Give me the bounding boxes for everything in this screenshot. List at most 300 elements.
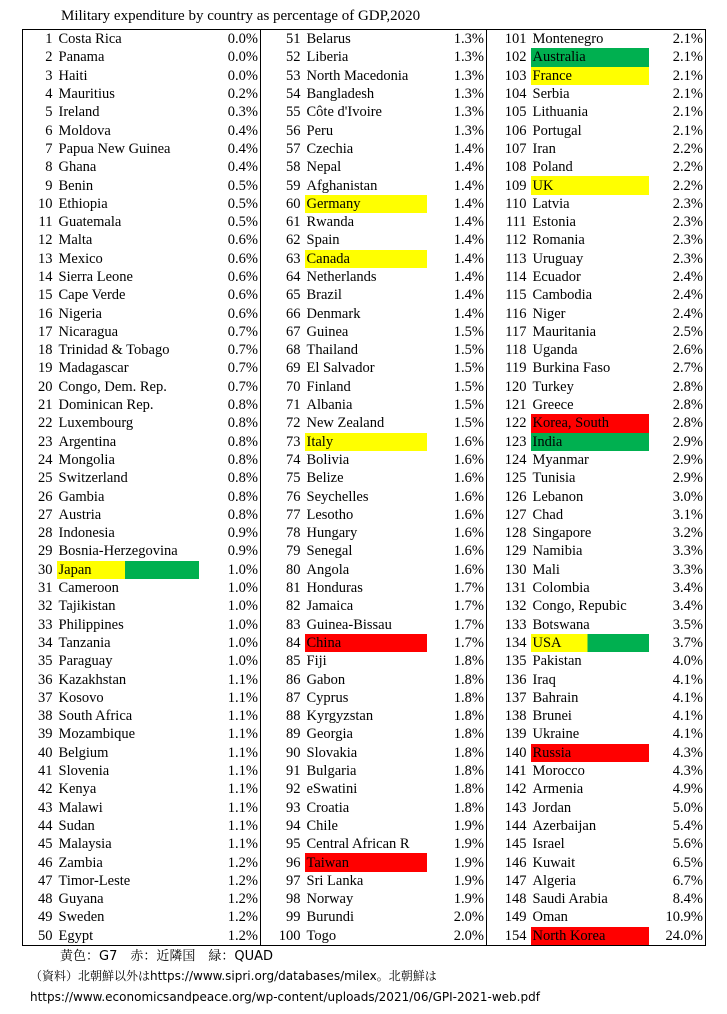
rank-cell: 139 — [487, 725, 531, 743]
percentage-cell: 3.4% — [649, 579, 706, 597]
rank-cell: 80 — [261, 561, 305, 579]
country-cell: Indonesia — [58, 525, 115, 542]
rank-cell: 128 — [487, 524, 531, 542]
rank-cell: 154 — [487, 927, 531, 946]
country-cell: Turkey — [532, 378, 574, 395]
percentage-cell: 1.1% — [227, 799, 258, 816]
country-cell: Mexico — [58, 250, 103, 267]
rank-cell: 67 — [261, 323, 305, 341]
rank-cell: 145 — [487, 835, 531, 853]
percentage-cell: 1.4% — [453, 140, 484, 157]
table-row — [23, 433, 706, 451]
percentage-cell: 0.5% — [227, 214, 258, 231]
rank-cell: 78 — [261, 524, 305, 542]
percentage-cell: 2.6% — [649, 341, 706, 359]
table-row — [23, 396, 706, 414]
percentage-cell: 1.0% — [227, 561, 258, 578]
rank-cell: 75 — [261, 469, 305, 487]
rank-cell: 66 — [261, 304, 305, 322]
percentage-cell: 24.0% — [649, 927, 706, 946]
percentage-cell: 1.2% — [227, 872, 258, 889]
percentage-cell: 2.9% — [649, 451, 706, 469]
percentage-cell: 1.7% — [453, 580, 484, 597]
rank-cell: 93 — [261, 798, 305, 816]
percentage-cell: 1.0% — [227, 653, 258, 670]
country-cell: Gambia — [58, 488, 105, 505]
country-cell: Saudi Arabia — [532, 891, 608, 908]
rank-cell: 44 — [23, 817, 57, 835]
table-row — [23, 780, 706, 798]
rank-cell: 59 — [261, 176, 305, 194]
rank-cell: 133 — [487, 616, 531, 634]
country-cell: Malta — [58, 232, 93, 249]
country-cell: Morocco — [532, 763, 585, 780]
percentage-cell: 0.3% — [227, 104, 258, 121]
percentage-cell: 0.5% — [227, 195, 258, 212]
country-cell: New Zealand — [306, 415, 385, 432]
percentage-cell: 2.1% — [649, 67, 706, 85]
rank-cell: 48 — [23, 890, 57, 908]
rank-cell: 140 — [487, 744, 531, 762]
country-cell: Tajikistan — [58, 598, 116, 615]
rank-cell: 120 — [487, 378, 531, 396]
table-row — [23, 817, 706, 835]
rank-cell: 72 — [261, 414, 305, 432]
country-cell: Gabon — [306, 671, 346, 688]
percentage-cell: 3.4% — [649, 597, 706, 615]
percentage-cell: 0.0% — [227, 67, 258, 84]
rank-cell: 7 — [23, 140, 57, 158]
country-cell: Finland — [306, 378, 351, 395]
table-row — [23, 67, 706, 85]
percentage-cell: 0.9% — [227, 525, 258, 542]
percentage-cell: 1.8% — [453, 689, 484, 706]
rank-cell: 15 — [23, 286, 57, 304]
table-row — [23, 469, 706, 487]
percentage-cell: 4.3% — [649, 762, 706, 780]
table-row — [23, 48, 706, 66]
country-cell: eSwatini — [306, 781, 358, 798]
country-cell: Korea, South — [531, 414, 649, 432]
rank-cell: 71 — [261, 396, 305, 414]
percentage-cell: 0.8% — [227, 506, 258, 523]
rank-cell: 126 — [487, 487, 531, 505]
rank-cell: 42 — [23, 780, 57, 798]
rank-cell: 8 — [23, 158, 57, 176]
rank-cell: 90 — [261, 744, 305, 762]
percentage-cell: 0.8% — [227, 415, 258, 432]
percentage-cell: 2.1% — [649, 103, 706, 121]
table-row — [23, 323, 706, 341]
rank-cell: 31 — [23, 579, 57, 597]
country-cell: Bolivia — [306, 451, 350, 468]
rank-cell: 36 — [23, 670, 57, 688]
rank-cell: 27 — [23, 506, 57, 524]
rank-cell: 111 — [487, 213, 531, 231]
country-cell: Jamaica — [306, 598, 354, 615]
rank-cell: 87 — [261, 689, 305, 707]
rank-cell: 55 — [261, 103, 305, 121]
percentage-cell: 0.7% — [227, 360, 258, 377]
percentage-cell: 1.4% — [453, 250, 484, 267]
rank-cell: 47 — [23, 872, 57, 890]
percentage-cell: 1.6% — [453, 506, 484, 523]
country-cell: Costa Rica — [57, 30, 199, 49]
rank-cell: 12 — [23, 231, 57, 249]
percentage-cell: 2.0% — [453, 909, 484, 926]
percentage-cell: 0.7% — [227, 378, 258, 395]
percentage-cell: 1.7% — [453, 616, 484, 633]
percentage-cell: 0.9% — [227, 543, 258, 560]
rank-cell: 103 — [487, 67, 531, 85]
percentage-cell: 3.5% — [649, 616, 706, 634]
rank-cell: 131 — [487, 579, 531, 597]
percentage-cell: 2.1% — [649, 30, 706, 49]
rank-cell: 68 — [261, 341, 305, 359]
country-cell: Honduras — [306, 580, 363, 597]
percentage-cell: 1.3% — [453, 86, 484, 103]
rank-cell: 20 — [23, 378, 57, 396]
rank-cell: 23 — [23, 433, 57, 451]
percentage-cell: 8.4% — [649, 890, 706, 908]
table-row — [23, 85, 706, 103]
percentage-cell: 2.2% — [649, 140, 706, 158]
source-note-line-2: https://www.economicsandpeace.org/wp-content/uploads/2021/06/GPI-2021-web.pdf — [30, 990, 540, 1004]
country-cell: North Macedonia — [306, 67, 409, 84]
country-cell: Ethiopia — [58, 195, 108, 212]
country-cell: Spain — [306, 232, 340, 249]
percentage-cell: 0.8% — [227, 470, 258, 487]
table-row — [23, 30, 706, 49]
percentage-cell: 0.6% — [227, 250, 258, 267]
percentage-cell: 1.4% — [453, 177, 484, 194]
rank-cell: 22 — [23, 414, 57, 432]
table-row — [23, 835, 706, 853]
country-cell: Croatia — [306, 799, 350, 816]
rank-cell: 32 — [23, 597, 57, 615]
table-row — [23, 268, 706, 286]
percentage-cell: 1.8% — [453, 726, 484, 743]
country-cell: Uganda — [532, 342, 578, 359]
country-cell: Tunisia — [532, 470, 576, 487]
percentage-cell: 3.2% — [649, 524, 706, 542]
percentage-cell: 1.4% — [453, 159, 484, 176]
rank-cell: 141 — [487, 762, 531, 780]
rank-cell: 17 — [23, 323, 57, 341]
percentage-cell: 1.8% — [453, 781, 484, 798]
rank-cell: 51 — [261, 30, 305, 49]
percentage-cell: 1.8% — [453, 763, 484, 780]
percentage-cell: 1.0% — [227, 598, 258, 615]
country-cell: Tanzania — [58, 634, 111, 651]
rank-cell: 84 — [261, 634, 305, 652]
rank-cell: 24 — [23, 451, 57, 469]
percentage-cell: 4.1% — [649, 689, 706, 707]
country-cell: Kazakhstan — [58, 671, 127, 688]
percentage-cell: 1.9% — [453, 891, 484, 908]
country-cell: Nicaragua — [58, 323, 119, 340]
rank-cell: 117 — [487, 323, 531, 341]
rank-cell: 69 — [261, 359, 305, 377]
table-row — [23, 853, 706, 871]
country-cell: Malaysia — [58, 836, 112, 853]
rank-cell: 34 — [23, 634, 57, 652]
country-cell: Cape Verde — [58, 287, 126, 304]
percentage-cell: 0.2% — [227, 86, 258, 103]
country-cell: Colombia — [532, 580, 590, 597]
rank-cell: 86 — [261, 670, 305, 688]
percentage-cell: 2.3% — [649, 213, 706, 231]
country-cell: Mauritania — [532, 323, 597, 340]
rank-cell: 45 — [23, 835, 57, 853]
table-row — [23, 762, 706, 780]
percentage-cell: 1.4% — [453, 305, 484, 322]
country-cell: Mozambique — [58, 726, 136, 743]
percentage-cell: 0.5% — [227, 177, 258, 194]
percentage-cell: 1.5% — [453, 397, 484, 414]
percentage-cell: 1.1% — [227, 689, 258, 706]
country-cell: Estonia — [532, 214, 576, 231]
percentage-cell: 0.6% — [227, 269, 258, 285]
rank-cell: 89 — [261, 725, 305, 743]
percentage-cell: 0.8% — [227, 488, 258, 505]
country-cell: Denmark — [306, 305, 361, 322]
rank-cell: 64 — [261, 268, 305, 286]
rank-cell: 70 — [261, 378, 305, 396]
country-cell: Poland — [532, 159, 573, 176]
percentage-cell: 2.4% — [649, 286, 706, 304]
rank-cell: 134 — [487, 634, 531, 652]
percentage-cell: 1.1% — [227, 763, 258, 780]
country-cell: Kyrgyzstan — [306, 708, 374, 725]
country-cell: Austria — [58, 506, 102, 523]
table-row — [23, 908, 706, 926]
rank-cell: 146 — [487, 853, 531, 871]
country-cell: Myanmar — [532, 451, 589, 468]
table-row — [23, 744, 706, 762]
country-cell: Romania — [532, 232, 585, 249]
percentage-cell: 4.1% — [649, 725, 706, 743]
rank-cell: 57 — [261, 140, 305, 158]
rank-cell: 46 — [23, 853, 57, 871]
table-row — [23, 286, 706, 304]
percentage-cell: 2.9% — [649, 469, 706, 487]
rank-cell: 95 — [261, 835, 305, 853]
country-cell: Kosovo — [58, 689, 104, 706]
percentage-cell: 1.1% — [227, 836, 258, 853]
country-cell: Uruguay — [532, 250, 584, 267]
percentage-cell: 2.2% — [649, 176, 706, 194]
percentage-cell: 1.6% — [453, 433, 484, 450]
country-cell: El Salvador — [306, 360, 375, 377]
rank-cell: 14 — [23, 268, 57, 286]
rank-cell: 118 — [487, 341, 531, 359]
country-cell: Russia — [531, 744, 649, 762]
table-row — [23, 250, 706, 268]
percentage-cell: 5.6% — [649, 835, 706, 853]
country-cell: Rwanda — [306, 214, 355, 231]
percentage-cell: 1.5% — [453, 415, 484, 432]
table-row — [23, 103, 706, 121]
rank-cell: 54 — [261, 85, 305, 103]
percentage-cell: 1.8% — [453, 708, 484, 725]
table-row — [23, 176, 706, 194]
country-cell: Lebanon — [532, 488, 584, 505]
rank-cell: 115 — [487, 286, 531, 304]
percentage-cell: 5.4% — [649, 817, 706, 835]
percentage-cell: 6.5% — [649, 853, 706, 871]
country-cell: Kuwait — [532, 854, 576, 871]
country-cell: Greece — [532, 397, 574, 414]
table-row — [23, 579, 706, 597]
rank-cell: 108 — [487, 158, 531, 176]
percentage-cell: 2.2% — [649, 158, 706, 176]
percentage-cell: 0.7% — [227, 342, 258, 359]
rank-cell: 73 — [261, 433, 305, 451]
percentage-cell: 3.1% — [649, 506, 706, 524]
percentage-cell: 1.6% — [453, 543, 484, 560]
rank-cell: 91 — [261, 762, 305, 780]
country-cell: Thailand — [306, 342, 359, 359]
rank-cell: 38 — [23, 707, 57, 725]
percentage-cell: 2.1% — [649, 48, 706, 66]
country-cell: Liberia — [306, 49, 349, 66]
percentage-cell: 1.9% — [453, 817, 484, 834]
country-cell: Germany — [305, 195, 427, 213]
percentage-cell: 1.3% — [427, 30, 487, 49]
table-row — [23, 195, 706, 213]
percentage-cell: 0.4% — [227, 159, 258, 176]
percentage-cell: 0.6% — [227, 287, 258, 304]
rank-cell: 37 — [23, 689, 57, 707]
percentage-cell: 1.9% — [453, 836, 484, 853]
rank-cell: 116 — [487, 304, 531, 322]
country-cell: Chile — [306, 817, 338, 834]
table-row — [23, 890, 706, 908]
percentage-cell: 1.8% — [453, 799, 484, 816]
country-cell: China — [305, 634, 427, 652]
rank-cell: 100 — [261, 927, 305, 946]
country-cell: Nigeria — [58, 305, 102, 322]
country-cell: Paraguay — [58, 653, 113, 670]
country-cell: Azerbaijan — [532, 817, 597, 834]
percentage-cell: 1.7% — [453, 598, 484, 615]
table-row — [23, 725, 706, 743]
rank-cell: 110 — [487, 195, 531, 213]
source-note-line-1: （資料）北朝鮮以外はhttps://www.sipri.org/databases/milex。北朝鮮は — [30, 969, 437, 983]
country-cell: Moldova — [58, 122, 111, 139]
country-cell: Netherlands — [306, 269, 377, 285]
percentage-cell: 0.4% — [227, 122, 258, 139]
rank-cell: 143 — [487, 798, 531, 816]
rank-cell: 136 — [487, 670, 531, 688]
country-cell: Guyana — [58, 891, 104, 908]
country-cell: Sudan — [58, 817, 95, 834]
country-cell: Cyprus — [306, 689, 349, 706]
country-cell: Ireland — [58, 104, 100, 121]
country-cell: Chad — [532, 506, 564, 523]
rank-cell: 138 — [487, 707, 531, 725]
rank-cell: 99 — [261, 908, 305, 926]
country-cell: Kenya — [58, 781, 97, 798]
table-row — [23, 798, 706, 816]
table-row — [23, 158, 706, 176]
percentage-cell: 1.1% — [227, 781, 258, 798]
percentage-cell: 1.8% — [453, 653, 484, 670]
percentage-cell: 2.1% — [649, 121, 706, 139]
rank-cell: 26 — [23, 487, 57, 505]
rank-cell: 77 — [261, 506, 305, 524]
country-cell: Serbia — [532, 86, 570, 103]
rank-cell: 88 — [261, 707, 305, 725]
percentage-cell: 0.0% — [227, 49, 258, 66]
country-cell: Côte d'Ivoire — [306, 104, 382, 121]
rank-cell: 101 — [487, 30, 531, 49]
rank-cell: 62 — [261, 231, 305, 249]
country-cell: Mali — [532, 561, 560, 578]
country-cell: USA — [531, 634, 649, 652]
table-row — [23, 378, 706, 396]
country-cell: Belgium — [58, 744, 109, 761]
percentage-cell: 2.8% — [649, 396, 706, 414]
country-cell: Georgia — [306, 726, 353, 743]
table-row — [23, 304, 706, 322]
rank-cell: 83 — [261, 616, 305, 634]
rank-cell: 125 — [487, 469, 531, 487]
percentage-cell: 3.0% — [649, 487, 706, 505]
rank-cell: 29 — [23, 542, 57, 560]
rank-cell: 10 — [23, 195, 57, 213]
country-cell: Ukraine — [532, 726, 580, 743]
percentage-cell: 1.6% — [453, 451, 484, 468]
percentage-cell: 1.7% — [453, 634, 484, 651]
rank-cell: 106 — [487, 121, 531, 139]
rank-cell: 63 — [261, 250, 305, 268]
percentage-cell: 1.3% — [453, 122, 484, 139]
percentage-cell: 1.5% — [453, 342, 484, 359]
rank-cell: 4 — [23, 85, 57, 103]
rank-cell: 25 — [23, 469, 57, 487]
rank-cell: 9 — [23, 176, 57, 194]
country-cell: Mongolia — [58, 451, 115, 468]
rank-cell: 144 — [487, 817, 531, 835]
country-cell: Namibia — [532, 543, 583, 560]
country-cell: Cambodia — [532, 287, 593, 304]
percentage-cell: 1.8% — [453, 671, 484, 688]
rank-cell: 61 — [261, 213, 305, 231]
percentage-cell: 2.5% — [649, 323, 706, 341]
country-cell: Belize — [306, 470, 344, 487]
rank-cell: 3 — [23, 67, 57, 85]
percentage-cell: 1.9% — [453, 872, 484, 889]
country-cell: Fiji — [306, 653, 327, 670]
country-cell: Senegal — [306, 543, 353, 560]
rank-cell: 112 — [487, 231, 531, 249]
rank-cell: 107 — [487, 140, 531, 158]
rank-cell: 79 — [261, 542, 305, 560]
rank-cell: 30 — [23, 561, 57, 579]
country-cell: Ecuador — [532, 269, 581, 285]
rank-cell: 149 — [487, 908, 531, 926]
table-row — [23, 689, 706, 707]
percentage-cell: 1.0% — [227, 580, 258, 597]
percentage-cell: 1.8% — [453, 744, 484, 761]
table-row — [23, 506, 706, 524]
percentage-cell: 2.8% — [649, 378, 706, 396]
country-cell: Togo — [305, 927, 427, 946]
rank-cell: 123 — [487, 433, 531, 451]
table-row — [23, 634, 706, 652]
